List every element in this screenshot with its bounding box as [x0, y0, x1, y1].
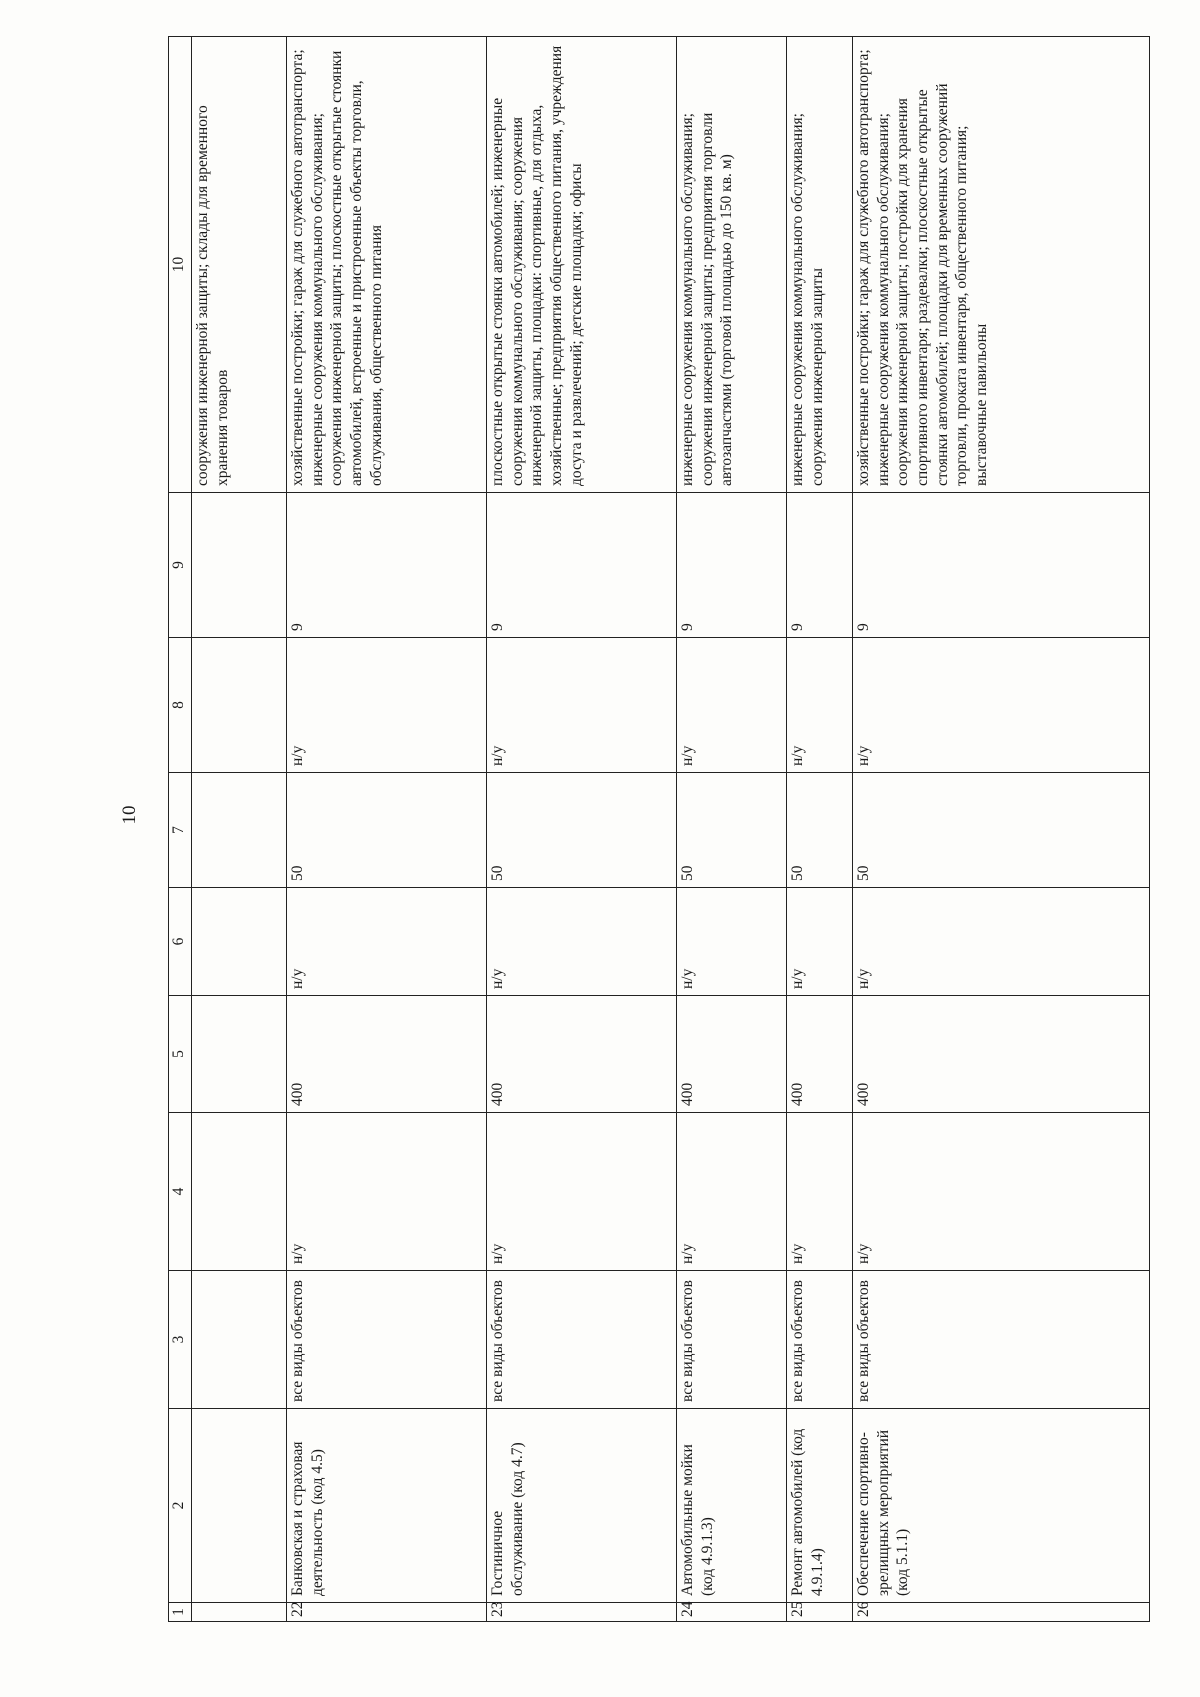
col-param-7-cell: 50: [677, 773, 787, 888]
table-row: [677, 37, 787, 1622]
col-object-type-cell: все виды объектов: [787, 1271, 853, 1409]
col-number-cell: [192, 1603, 287, 1622]
column-header-2: 2: [169, 1409, 192, 1603]
col-number-cell: 26: [853, 1603, 1150, 1622]
column-header-10: 10: [169, 37, 192, 493]
col-param-9-cell: 9: [677, 493, 787, 638]
col-param-7-cell: 50: [287, 773, 487, 888]
table-row: [787, 37, 853, 1622]
col-land-use-type-cell: Обеспечение спортивно-зрелищных мероприятий (код 5.1.1): [853, 1409, 1150, 1603]
column-header-3: 3: [169, 1271, 192, 1409]
col-object-type-cell: все виды объектов: [487, 1271, 677, 1409]
page-number: 10: [119, 805, 140, 825]
col-param-5-cell: 400: [287, 996, 487, 1113]
column-header-8: 8: [169, 638, 192, 773]
col-param-6-cell: н/у: [487, 888, 677, 996]
col-object-type-cell: [192, 1271, 287, 1409]
col-land-use-type-cell: [192, 1409, 287, 1603]
col-param-9-cell: 9: [787, 493, 853, 638]
col-param-4-cell: н/у: [787, 1113, 853, 1271]
table-row: [853, 37, 1150, 1622]
col-auxiliary-uses-cell: хозяйственные постройки; гараж для служебного автотранспорта; инженерные сооружения коммунального обслуживания; сооружения инженерной защиты; постройки для хранения спортивного инвентаря; раздевалки; плоскостные открытые стоянки автомобилей; площадки для временных сооружений торговли, проката инвентаря, общественного питания; выставочные павильоны: [853, 37, 1150, 493]
col-param-6-cell: н/у: [853, 888, 1150, 996]
column-header-5: 5: [169, 996, 192, 1113]
col-land-use-type-cell: Автомобильные мойки (код 4.9.1.3): [677, 1409, 787, 1603]
col-param-4-cell: [192, 1113, 287, 1271]
column-header-4: 4: [169, 1113, 192, 1271]
col-param-4-cell: н/у: [853, 1113, 1150, 1271]
column-header-1: 1: [169, 1603, 192, 1622]
col-param-8-cell: н/у: [287, 638, 487, 773]
col-land-use-type-cell: Банковская и страховая деятельность (код 4.5): [287, 1409, 487, 1603]
column-header-7: 7: [169, 773, 192, 888]
column-header-9: 9: [169, 493, 192, 638]
col-param-9-cell: [192, 493, 287, 638]
col-param-4-cell: н/у: [487, 1113, 677, 1271]
col-param-5-cell: 400: [487, 996, 677, 1113]
col-number-cell: 23: [487, 1603, 677, 1622]
table-row: [487, 37, 677, 1622]
col-param-5-cell: 400: [787, 996, 853, 1113]
table-row: [192, 37, 287, 1622]
col-number-cell: 25: [787, 1603, 853, 1622]
col-param-8-cell: н/у: [487, 638, 677, 773]
col-auxiliary-uses-cell: сооружения инженерной защиты; склады для временного хранения товаров: [192, 37, 287, 493]
col-auxiliary-uses-cell: инженерные сооружения коммунального обслуживания; сооружения инженерной защиты; предприятия торговли автозапчастями (торговой площадью до 150 кв. м): [677, 37, 787, 493]
col-param-7-cell: [192, 773, 287, 888]
col-number-cell: 24: [677, 1603, 787, 1622]
col-object-type-cell: все виды объектов: [287, 1271, 487, 1409]
col-param-9-cell: 9: [287, 493, 487, 638]
table-body: [169, 37, 1150, 1622]
col-param-5-cell: [192, 996, 287, 1113]
col-param-6-cell: н/у: [677, 888, 787, 996]
col-param-8-cell: н/у: [677, 638, 787, 773]
col-land-use-type-cell: Гостиничное обслуживание (код 4.7): [487, 1409, 677, 1603]
col-auxiliary-uses-cell: хозяйственные постройки; гараж для служебного автотранспорта; инженерные сооружения коммунального обслуживания; сооружения инженерной защиты; плоскостные открытые стоянки автомобилей, встроенные и пристроенные объекты торговли, обслуживания, общественного питания: [287, 37, 487, 493]
col-number-cell: 22: [287, 1603, 487, 1622]
col-param-7-cell: 50: [487, 773, 677, 888]
rotated-page: [168, 37, 1130, 1622]
col-auxiliary-uses-cell: плоскостные открытые стоянки автомобилей; инженерные сооружения коммунального обслуживания; сооружения инженерной защиты, площадки: спортивные, для отдыха, хозяйственные; предприятия общественного питания, учреждения досуга и развлечений; детские площадки; офисы: [487, 37, 677, 493]
col-param-4-cell: н/у: [677, 1113, 787, 1271]
col-param-8-cell: н/у: [787, 638, 853, 773]
table-row: [287, 37, 487, 1622]
col-land-use-type-cell: Ремонт автомобилей (код 4.9.1.4): [787, 1409, 853, 1603]
column-header-6: 6: [169, 888, 192, 996]
col-object-type-cell: все виды объектов: [677, 1271, 787, 1409]
col-param-5-cell: 400: [677, 996, 787, 1113]
col-param-4-cell: н/у: [287, 1113, 487, 1271]
col-auxiliary-uses-cell: инженерные сооружения коммунального обслуживания; сооружения инженерной защиты: [787, 37, 853, 493]
col-param-7-cell: 50: [853, 773, 1150, 888]
col-param-7-cell: 50: [787, 773, 853, 888]
table-header-row: [169, 37, 192, 1622]
col-param-5-cell: 400: [853, 996, 1150, 1113]
col-param-8-cell: [192, 638, 287, 773]
col-param-9-cell: 9: [853, 493, 1150, 638]
col-param-6-cell: н/у: [787, 888, 853, 996]
regulations-table: [168, 36, 1150, 1622]
col-param-6-cell: н/у: [287, 888, 487, 996]
col-object-type-cell: все виды объектов: [853, 1271, 1150, 1409]
col-param-8-cell: н/у: [853, 638, 1150, 773]
col-param-6-cell: [192, 888, 287, 996]
col-param-9-cell: 9: [487, 493, 677, 638]
